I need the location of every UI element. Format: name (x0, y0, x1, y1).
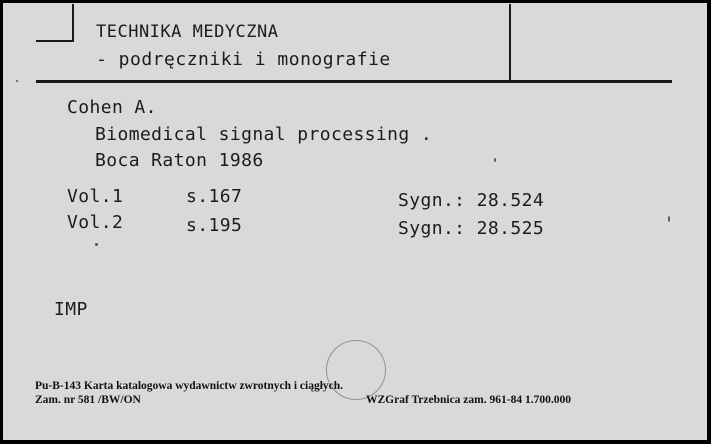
author: Cohen A. (67, 97, 157, 118)
frame-top-edge (0, 0, 711, 3)
dust-speck (16, 80, 18, 82)
volume-pages: s.195 (186, 215, 243, 236)
volume-signature: Sygn.: 28.525 (398, 218, 545, 239)
frame-right-edge (707, 0, 711, 444)
frame-left-edge (0, 0, 3, 444)
header-divider-vertical (509, 4, 511, 82)
header-short-rule (36, 40, 74, 42)
volume-label: Vol.2 (67, 212, 124, 233)
dust-speck (95, 243, 98, 246)
volume-signature: Sygn.: 28.524 (398, 190, 545, 211)
dust-speck (494, 158, 496, 162)
form-line: Pu-B-143 Karta katalogowa wydawnictw zwrotnych i ciągłych. (35, 380, 344, 392)
book-title: Biomedical signal processing . (95, 124, 433, 145)
order-line: Zam. nr 581 /BW/ON (35, 394, 141, 406)
subject-subheading: - podręczniki i monografie (96, 49, 391, 70)
imprint: Boca Raton 1986 (95, 150, 264, 171)
header-bottom-rule (36, 80, 672, 83)
location-code: IMP (54, 299, 88, 320)
subject-heading: TECHNIKA MEDYCZNA (96, 22, 279, 42)
volume-label: Vol.1 (67, 186, 124, 207)
header-left-tick (72, 4, 74, 42)
volume-pages: s.167 (186, 186, 243, 207)
frame-bottom-edge (0, 440, 711, 444)
printer-line: WZGraf Trzebnica zam. 961-84 1.700.000 (366, 394, 571, 406)
dust-speck (668, 216, 670, 222)
